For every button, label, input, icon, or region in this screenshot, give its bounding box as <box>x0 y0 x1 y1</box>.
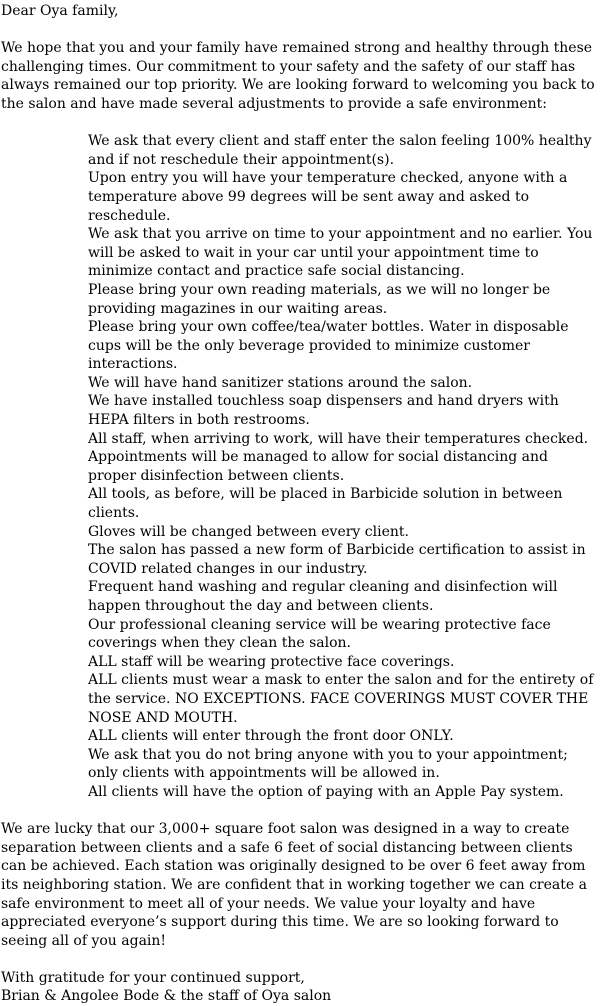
list-item: All clients will have the option of paying with an Apple Pay system. <box>88 783 564 800</box>
list-item: ALL clients will enter through the front door ONLY. <box>88 728 454 745</box>
intro-paragraph: We hope that you and your family have remained strong and healthy through these challenging times. Our commitment to your safety and the safety of our staff has always remained our top priority. We are looking forward to welcoming you back to the salon and have made several adjustments to provide a safe environment: <box>1 40 595 112</box>
spacer <box>1 21 600 40</box>
signoff-line: With gratitude for your continued support, <box>1 969 305 986</box>
spacer <box>1 114 600 133</box>
list-item: We will have hand sanitizer stations around the salon. <box>88 374 473 391</box>
list-item: Appointments will be managed to allow for social distancing and proper disinfection between clients. <box>88 449 548 484</box>
list-item: We ask that every client and staff enter the salon feeling 100% healthy and if not reschedule their appointment(s). <box>88 133 592 168</box>
list-item: The salon has passed a new form of Barbicide certification to assist in COVID related changes in our industry. <box>88 542 586 577</box>
list-item: We have installed touchless soap dispensers and hand dryers with HEPA filters in both restrooms. <box>88 393 559 429</box>
list-item: Please bring your own coffee/tea/water bottles. Water in disposable cups will be the only beverage provided to minimize customer interactions. <box>88 319 569 373</box>
signature-line: Brian & Angolee Bode & the staff of Oya salon <box>1 988 332 1005</box>
letter-document <box>0 2 600 1006</box>
list-item: All staff, when arriving to work, will have their temperatures checked. <box>88 430 589 447</box>
list-item: ALL staff will be wearing protective face coverings. <box>88 653 455 670</box>
list-item: Please bring your own reading materials, as we will no longer be providing magazines in our waiting areas. <box>88 281 551 317</box>
spacer <box>1 950 600 969</box>
list-item: Gloves will be changed between every client. <box>88 523 409 540</box>
list-item: Upon entry you will have your temperature checked, anyone with a temperature above 99 degrees will be sent away and asked to reschedule. <box>88 170 568 224</box>
list-item: ALL clients must wear a mask to enter the salon and for the entirety of the service. NO EXCEPTIONS. FACE COVERINGS MUST COVER THE NOSE AND MOUTH. <box>88 672 594 726</box>
letter-greeting: Dear Oya family, <box>1 3 119 19</box>
closing-paragraph: We are lucky that our 3,000+ square foot salon was designed in a way to create separation between clients and a safe 6 feet of social distancing between clients can be achieved. Each station was originally designed to be over 6 feet away from its neighboring station. We are confident that in working together we can create a safe environment to meet all of your needs. We value your loyalty and have appreciated everyone’s support during this time. We are so looking forward to seeing all of you again! <box>1 821 587 949</box>
spacer <box>1 802 600 821</box>
safety-measures-list <box>1 132 600 801</box>
list-item: All tools, as before, will be placed in Barbicide solution in between clients. <box>88 486 563 522</box>
list-item: We ask that you arrive on time to your appointment and no earlier. You will be asked to wait in your car until your appointment time to minimize contact and practice safe social distancing. <box>88 226 593 280</box>
list-item: Frequent hand washing and regular cleaning and disinfection will happen throughout the day and between clients. <box>88 579 558 614</box>
list-item: Our professional cleaning service will be wearing protective face coverings when they clean the salon. <box>88 616 551 652</box>
list-item: We ask that you do not bring anyone with you to your appointment; only clients with appointments will be allowed in. <box>88 746 568 782</box>
